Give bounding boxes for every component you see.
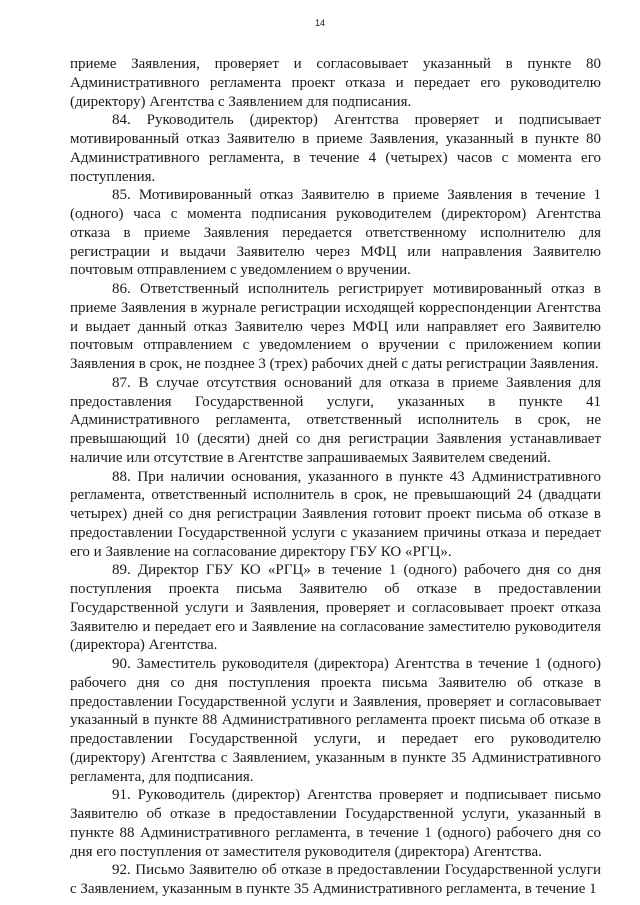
paragraph-86: 86. Ответственный исполнитель регистрирует мотивированный отказ в приеме Заявления в журнале регистрации исходящей корреспонденции Агентства и выдает данный отказ Заявителю через МФЦ или направляет его Заявителю почтовым отправлением с уведомлением о вручении с приложением копии Заявления в срок, не позднее 3 (трех) рабочих дней с даты регистрации Заявления. bbox=[70, 281, 601, 372]
paragraph-92: 92. Письмо Заявителю об отказе в предоставлении Государственной услуги с Заявлением, указанным в пункте 35 Административного регламента, в течение 1 bbox=[70, 862, 601, 897]
page-number: 14 bbox=[314, 18, 325, 28]
paragraph-91: 91. Руководитель (директор) Агентства проверяет и подписывает письмо Заявителю об отказе в предоставлении Государственной услуги, указанный в пункте 88 Административного регламента, в течение 1 (одного) рабочего дня со дня его поступления от заместителя руководителя (директора) Агентства. bbox=[70, 787, 601, 860]
paragraph-90: 90. Заместитель руководителя (директора) Агентства в течение 1 (одного) рабочего дня со дня поступления проекта письма Заявителю об отказе в предоставлении Государственной услуги и Заявления, проверяет и согласовывает указанный в пункте 88 Административного регламента проект письма об отказе в предоставлении Государственной услуги, и передает его руководителю (директору) Агентства с Заявлением, указанным в пункте 35 Административного регламента, для подписания. bbox=[70, 656, 601, 785]
paragraph-85: 85. Мотивированный отказ Заявителю в приеме Заявления в течение 1 (одного) часа с момента подписания руководителем (директором) Агентства отказа в приеме Заявления передается ответственному исполнителю для регистрации и выдачи Заявителю через МФЦ или направления Заявителю почтовым отправлением с уведомлением о вручении. bbox=[70, 187, 601, 279]
paragraph-88: 88. При наличии основания, указанного в пункте 43 Административного регламента, ответственный исполнитель в срок, не превышающий 24 (двадцати четырех) дней со дня регистрации Заявления готовит проект письма об отказе в предоставлении Государственной услуги с указанием причины отказа и передает его и Заявление на согласование директору ГБУ КО «РГЦ». bbox=[70, 468, 601, 560]
paragraph-continuation: приеме Заявления, проверяет и согласовывает указанный в пункте 80 Административного регламента проект отказа и передает его руководителю (директору) Агентства с Заявлением для подписания. bbox=[70, 56, 601, 110]
paragraph-87: 87. В случае отсутствия оснований для отказа в приеме Заявления для предоставления Государственной услуги, указанных в пункте 41 Административного регламента, ответственный исполнитель в срок, не превышающий 10 (десяти) дней со дня регистрации Заявления устанавливает наличие или отсутствие в Агентстве запрашиваемых Заявителем сведений. bbox=[70, 374, 601, 466]
paragraph-84: 84. Руководитель (директор) Агентства проверяет и подписывает мотивированный отказ Заявителю в приеме Заявления, указанный в пункте 80 Административного регламента, в течение 4 (четырех) часов с момента его поступления. bbox=[70, 112, 601, 185]
paragraph-89: 89. Директор ГБУ КО «РГЦ» в течение 1 (одного) рабочего дня со дня поступления проекта письма Заявителю об отказе в предоставлении Государственной услуги и Заявления, проверяет и согласовывает проект отказа Заявителю и передает его и Заявление на согласование заместителю руководителя (директора) Агентства. bbox=[70, 562, 601, 654]
document-body bbox=[70, 55, 601, 899]
